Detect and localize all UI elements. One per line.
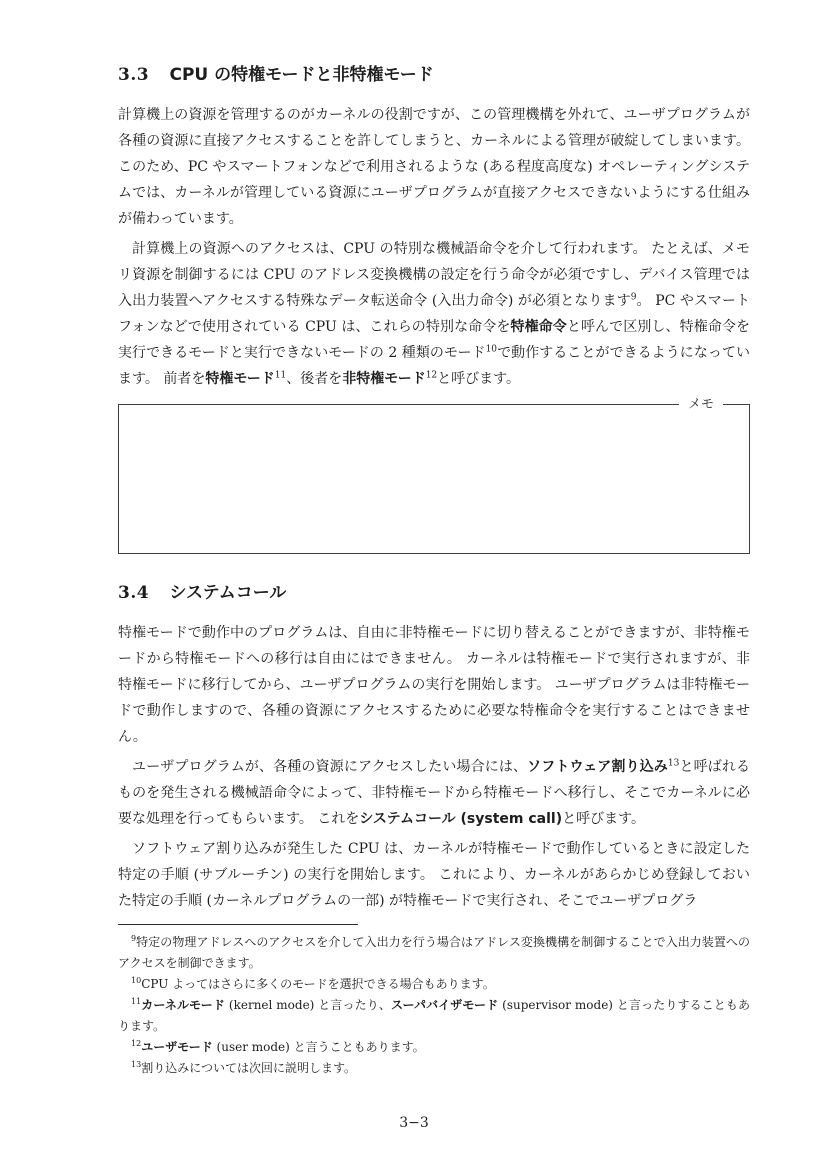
page-number: 3−3 [399,1115,429,1131]
paragraph: 計算機上の資源を管理するのがカーネルの役割ですが、この管理機構を外れて、ユーザプログラムが各種の資源に直接アクセスすることを許してしまうと、カーネルによる管理が破綻してしまいます。 このため、PC やスマートフォンなどで利用されるような (ある程度高度な) オペレーティングシステムでは、カーネルが管理している資源にユーザプログラムが直接アクセスできないようにする仕組みが備わっています。 [118,107,750,227]
section-heading-3-4 [118,582,750,604]
footnote: $^{13}$割り込みについては次回に説明します。 [131,1060,356,1075]
section-title: CPU の特権モードと非特権モード [169,65,434,85]
section-number: 3.4 [118,583,150,603]
memo-box [118,397,750,554]
paragraph: 特権モードで動作中のプログラムは、自由に非特権モードに切り替えることができますが、非特権モードから特権モードへの移行は自由にはできません。 カーネルは特権モードで実行されますが、非特権モードに移行してから、ユーザプログラムの実行を開始します。 ユーザプログラムは非特権モードで動作しますので、各種の資源にアクセスするために必要な特権命令を実行することはできません。 [118,625,750,745]
paragraph: ユーザプログラムが、各種の資源にアクセスしたい場合には、ソフトウェア割り込み$^{13}$と呼ばれるものを発生される機械語命令によって、非特権モードから特権モードへ移行し、そこでカーネルに必要な処理を行ってもらいます。 これをシステムコール (system call)と呼びます。 [118,758,750,827]
footnote: $^{10}$CPU よってはさらに多くのモードを選択できる場合もあります。 [131,976,495,991]
section-heading-3-3 [118,64,750,86]
section-number: 3.3 [118,65,150,85]
footnote-rule [118,924,358,925]
footnote: $^{12}$ユーザモード (user mode) と言うこともあります。 [131,1039,425,1054]
paragraph: 計算機上の資源へのアクセスは、CPU の特別な機械語命令を介して行われます。 たとえば、メモリ資源を制御するには CPU のアドレス変換機構の設定を行う命令が必須ですし、デバイス管理では入出力装置へアクセスする特殊なデータ転送命令 (入出力命令) が必須となります$^9$。 PC やスマートフォンなどで使用されている CPU は、これらの特別な命令を特権命令と呼んで区別し、特権命令を実行できるモードと実行できないモードの 2 種類のモード$^{10}$で動作することができるようになっています。 前者を特権モード$^{11}$、後者を非特権モード$^{12}$と呼びます。 [118,241,751,387]
section-title: システムコール [169,583,287,603]
paragraph: ソフトウェア割り込みが発生した CPU は、カーネルが特権モードで動作しているときに設定した特定の手順 (サブルーチン) の実行を開始します。 これにより、カーネルがあらかじめ登録しておいた特定の手順 (カーネルプログラムの一部) が特権モードで実行され、そこでユーザプログラ [118,841,750,909]
footnote: $^9$特定の物理アドレスへのアクセスを介して入出力を行う場合はアドレス変換機構を制御することで入出力装置へのアクセスを制御できます。 [118,934,750,970]
footnote: $^{11}$カーネルモード (kernel mode) と言ったり、スーパバイザモード (supervisor mode) と言ったりすることもあります。 [118,997,750,1033]
memo-box-label: メモ [679,396,723,413]
